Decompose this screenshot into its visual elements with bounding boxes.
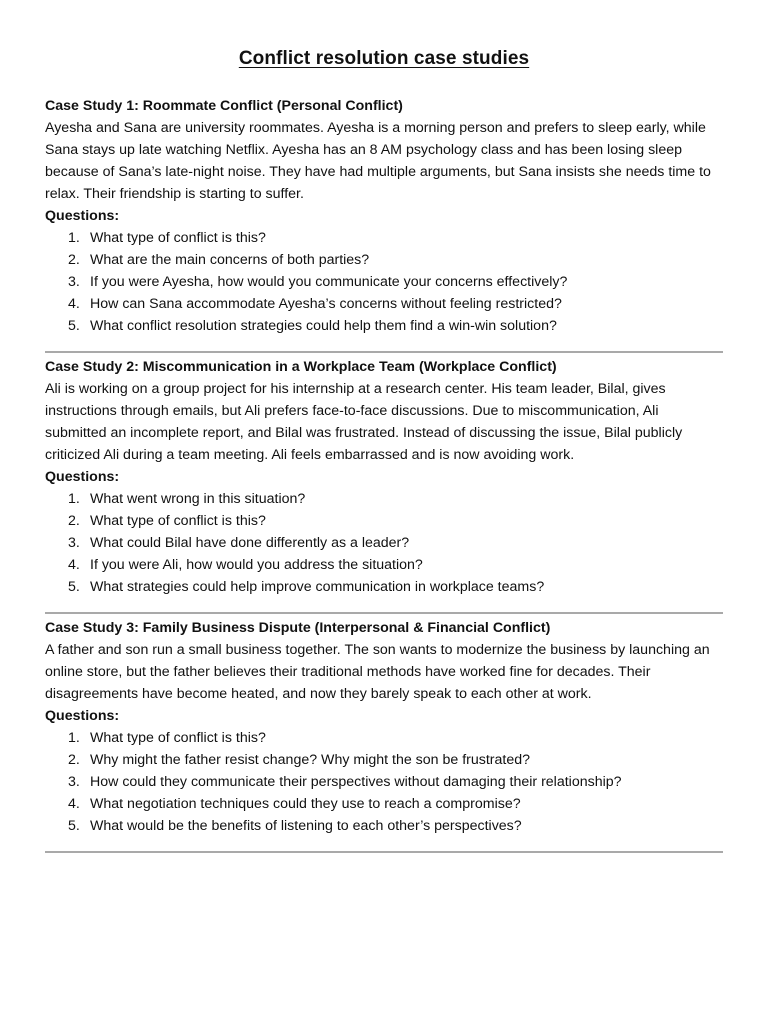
question-text: What strategies could help improve communication in workplace teams? — [90, 579, 545, 595]
document-title: Conflict resolution case studies — [238, 48, 530, 69]
question-text: What went wrong in this situation? — [90, 491, 306, 507]
question-number: 5. — [68, 818, 80, 834]
question-item — [45, 749, 723, 771]
question-number: 2. — [68, 252, 80, 268]
question-text: How can Sana accommodate Ayesha’s concerns without feeling restricted? — [90, 296, 562, 312]
section-divider — [45, 612, 723, 614]
question-number: 1. — [68, 491, 80, 507]
question-item — [45, 510, 723, 532]
question-list — [45, 727, 723, 837]
question-number: 3. — [68, 274, 80, 290]
question-text: If you were Ali, how would you address the situation? — [90, 557, 423, 573]
question-item — [45, 815, 723, 837]
case-description: Ali is working on a group project for his internship at a research center. His team leader, Bilal, gives instructions through emails, but Ali prefers face-to-face discussions. Due to miscommunication, Ali submitted an incomplete report, and Bilal was frustrated. Instead of discussing the issue, Bilal publicly criticized Ali during a team meeting. Ali feels embarrassed and is now avoiding work. — [45, 381, 683, 463]
questions-label: Questions: — [45, 708, 120, 724]
question-item — [45, 727, 723, 749]
section-divider — [45, 351, 723, 353]
question-text: What type of conflict is this? — [90, 230, 266, 246]
question-number: 5. — [68, 318, 80, 334]
case-description: Ayesha and Sana are university roommates. Ayesha is a morning person and prefers to sleep early, while Sana stays up late watching Netflix. Ayesha has an 8 AM psychology class and has been losing sleep because of Sana’s late-night noise. They have had multiple arguments, but Sana insists she needs time to relax. Their friendship is starting to suffer. — [45, 120, 711, 202]
question-number: 5. — [68, 579, 80, 595]
question-list — [45, 227, 723, 337]
question-item — [45, 793, 723, 815]
section-divider — [45, 851, 723, 853]
case-study-3 — [45, 617, 723, 853]
question-text: What negotiation techniques could they use to reach a compromise? — [90, 796, 521, 812]
question-number: 1. — [68, 230, 80, 246]
question-number: 3. — [68, 535, 80, 551]
question-item — [45, 576, 723, 598]
question-item — [45, 227, 723, 249]
question-text: What would be the benefits of listening to each other’s perspectives? — [90, 818, 522, 834]
case-study-2 — [45, 356, 723, 614]
question-text: What type of conflict is this? — [90, 513, 266, 529]
case-heading: Case Study 1: Roommate Conflict (Personal Conflict) — [45, 98, 403, 114]
case-study-1 — [45, 95, 723, 353]
question-text: Why might the father resist change? Why might the son be frustrated? — [90, 752, 531, 768]
question-number: 4. — [68, 796, 80, 812]
question-number: 2. — [68, 752, 80, 768]
case-heading: Case Study 3: Family Business Dispute (Interpersonal & Financial Conflict) — [45, 620, 551, 636]
questions-label: Questions: — [45, 208, 120, 224]
question-item — [45, 488, 723, 510]
question-item — [45, 532, 723, 554]
questions-label: Questions: — [45, 469, 120, 485]
document-page — [45, 0, 723, 853]
question-number: 4. — [68, 557, 80, 573]
case-heading: Case Study 2: Miscommunication in a Workplace Team (Workplace Conflict) — [45, 359, 557, 375]
question-item — [45, 771, 723, 793]
question-item — [45, 249, 723, 271]
question-item — [45, 554, 723, 576]
question-text: How could they communicate their perspectives without damaging their relationship? — [90, 774, 622, 790]
question-number: 1. — [68, 730, 80, 746]
question-text: What conflict resolution strategies could help them find a win-win solution? — [90, 318, 557, 334]
case-description: A father and son run a small business together. The son wants to modernize the business by launching an online store, but the father believes their traditional methods have worked fine for decades. Their disagreements have become heated, and now they barely speak to each other at work. — [45, 642, 710, 702]
question-item — [45, 271, 723, 293]
question-text: If you were Ayesha, how would you communicate your concerns effectively? — [90, 274, 568, 290]
question-item — [45, 293, 723, 315]
question-text: What are the main concerns of both parties? — [90, 252, 370, 268]
question-text: What type of conflict is this? — [90, 730, 266, 746]
question-number: 4. — [68, 296, 80, 312]
question-number: 3. — [68, 774, 80, 790]
question-text: What could Bilal have done differently as a leader? — [90, 535, 410, 551]
question-item — [45, 315, 723, 337]
question-list — [45, 488, 723, 598]
question-number: 2. — [68, 513, 80, 529]
